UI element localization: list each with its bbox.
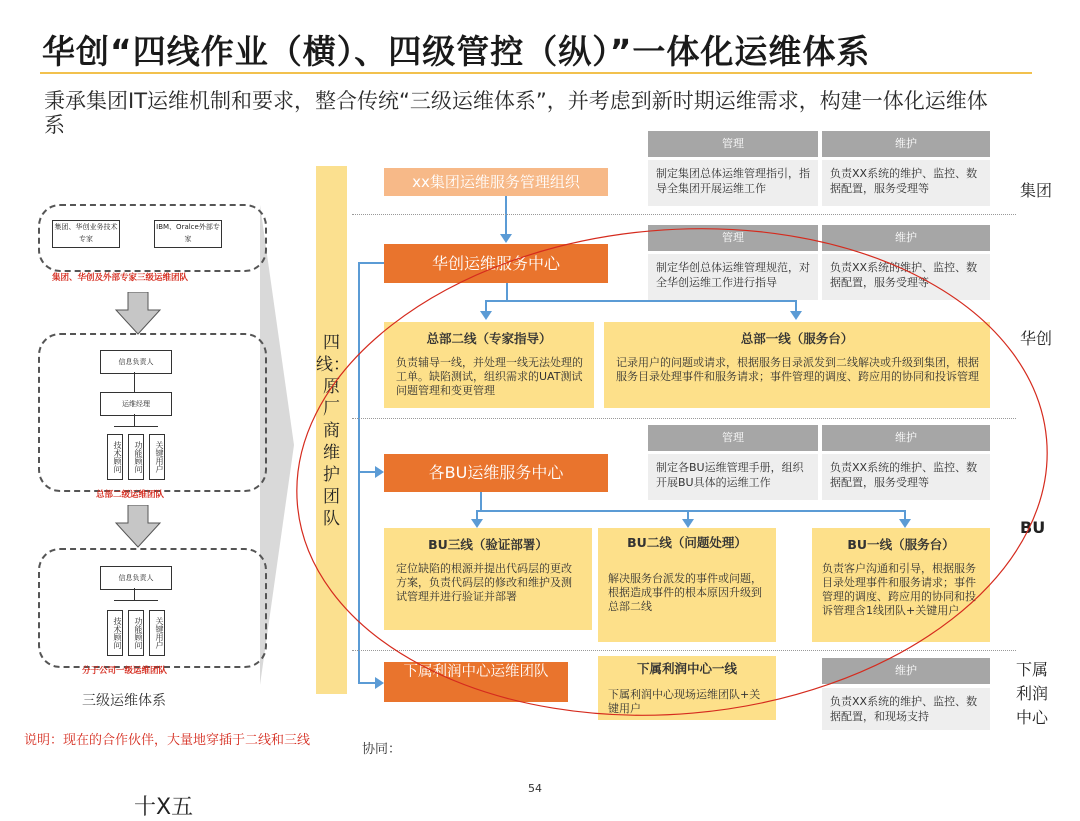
external-expert-box: IBM、Oralce外部专家 bbox=[154, 220, 222, 248]
connector bbox=[134, 372, 135, 392]
maintain-header: 维护 bbox=[822, 425, 990, 451]
group-label: 集团 bbox=[1020, 181, 1053, 200]
connector bbox=[134, 588, 135, 600]
connector bbox=[134, 414, 135, 426]
tier-separator bbox=[352, 214, 1016, 215]
page-number: 54 bbox=[528, 782, 542, 795]
group-org-box: xx集团运维服务管理组织 bbox=[384, 168, 608, 196]
profit-line1-body: 下属利润中心现场运维团队+关键用户 bbox=[608, 688, 761, 715]
title-divider bbox=[40, 72, 1032, 74]
hq-line2-body: 负责辅导一线，并处理一线无法处理的工单。缺陷测试，组织需求的UAT测试问题管理和变更管理 bbox=[396, 356, 583, 397]
hq-line2-title: 总部二线（专家指导） bbox=[426, 331, 552, 346]
note-text: 说明：现在的合作伙伴，大量地穿插于二线和三线 bbox=[24, 733, 311, 748]
maintain-header: 维护 bbox=[822, 658, 990, 684]
bu-line2-body: 解决服务台派发的事件或问题，根据造成事件的根本原因升级到总部二线 bbox=[608, 572, 762, 613]
func-advisor-box: 功能顾问 bbox=[128, 610, 144, 656]
ops-manager-box: 运维经理 bbox=[100, 392, 172, 416]
manage-header: 管理 bbox=[648, 225, 818, 251]
down-arrow-icon bbox=[114, 505, 162, 549]
tech-advisor-box: 技术顾问 bbox=[107, 434, 123, 480]
func-advisor-box: 功能顾问 bbox=[128, 434, 144, 480]
caption-tier1: 分子公司一级运维团队 bbox=[82, 666, 168, 676]
bu-line1-title: BU一线（服务台） bbox=[847, 537, 955, 552]
huachuang-center-box: 华创运维服务中心 bbox=[384, 244, 608, 283]
profit-maintain-cell: 负责XX系统的维护、监控、数据配置，和现场支持 bbox=[822, 688, 990, 730]
bu-line2-title: BU二线（问题处理） bbox=[627, 535, 747, 550]
group-maintain-cell: 负责XX系统的维护、监控、数据配置，服务受理等 bbox=[822, 160, 990, 206]
bu-label: BU bbox=[1020, 518, 1046, 537]
connector bbox=[114, 600, 158, 601]
key-user-box: 关键用户 bbox=[149, 610, 165, 656]
bu-line3-body: 定位缺陷的根源并提出代码层的更改方案，负责代码层的修改和维护及测试管理并进行验证并部署 bbox=[396, 562, 572, 603]
bu-manage-cell: 制定各BU运维管理手册，组织开展BU具体的运维工作 bbox=[648, 454, 818, 500]
info-head-box: 信息负责人 bbox=[100, 566, 172, 590]
bu-line3-title: BU三线（验证部署） bbox=[428, 537, 548, 552]
three-tier-label: 三级运维体系 bbox=[82, 693, 166, 709]
group-manage-cell: 制定集团总体运维管理指引，指导全集团开展运维工作 bbox=[648, 160, 818, 206]
manage-header: 管理 bbox=[648, 425, 818, 451]
collab-label: 协同： bbox=[362, 742, 402, 757]
highlight-ellipse bbox=[290, 220, 1070, 740]
connector bbox=[114, 426, 158, 427]
maintain-header: 维护 bbox=[822, 131, 990, 157]
huachuang-maintain-cell: 负责XX系统的维护、监控、数据配置，服务受理等 bbox=[822, 254, 990, 300]
huachuang-label: 华创 bbox=[1020, 329, 1053, 348]
info-head-box: 信息负责人 bbox=[100, 350, 172, 374]
key-user-box: 关键用户 bbox=[149, 434, 165, 480]
bottom-fragment: 十X五 bbox=[134, 795, 194, 820]
bu-center-box: 各BU运维服务中心 bbox=[384, 454, 608, 492]
manage-header: 管理 bbox=[648, 131, 818, 157]
bu-line1-body: 负责客户沟通和引导，根据服务目录处理事件和服务请求；事件管理的调度、跨应用的协同和投诉管理含1线团队+关键用户 bbox=[822, 562, 976, 617]
caption-tier2: 总部二级运维团队 bbox=[96, 490, 165, 500]
vendor-team-label: 四线：原厂商维护团队 bbox=[316, 333, 350, 529]
business-expert-box: 集团、华创业务技术专家 bbox=[52, 220, 120, 248]
bu-maintain-cell: 负责XX系统的维护、监控、数据配置，服务受理等 bbox=[822, 454, 990, 500]
tech-advisor-box: 技术顾问 bbox=[107, 610, 123, 656]
hq-line1-title: 总部一线（服务台） bbox=[740, 331, 854, 346]
subtitle: 秉承集团IT运维机制和要求，整合传统“三级运维体系”，并考虑到新时期运维需求，构建一体化运维体系 bbox=[44, 89, 988, 137]
maintain-header: 维护 bbox=[822, 225, 990, 251]
huachuang-manage-cell: 制定华创总体运维管理规范，对全华创运维工作进行指导 bbox=[648, 254, 818, 300]
hq-line1-body: 记录用户的问题或请求，根据服务目录派发到二线解决或升级到集团，根据服务目录处理事件和服务请求；事件管理的调度、跨应用的协同和投诉管理 bbox=[616, 356, 979, 383]
profit-label: 下属利润中心 bbox=[1016, 660, 1049, 727]
profit-line1-title: 下属利润中心一线 bbox=[636, 661, 737, 676]
down-arrow-icon bbox=[114, 292, 162, 336]
caption-tier3: 集团、华创及外部专家三级运维团队 bbox=[52, 273, 189, 283]
page-title: 华创“四线作业（横）、四级管控（纵）”一体化运维体系 bbox=[42, 32, 871, 71]
profit-center-box: 下属利润中心运维团队 bbox=[384, 662, 568, 702]
